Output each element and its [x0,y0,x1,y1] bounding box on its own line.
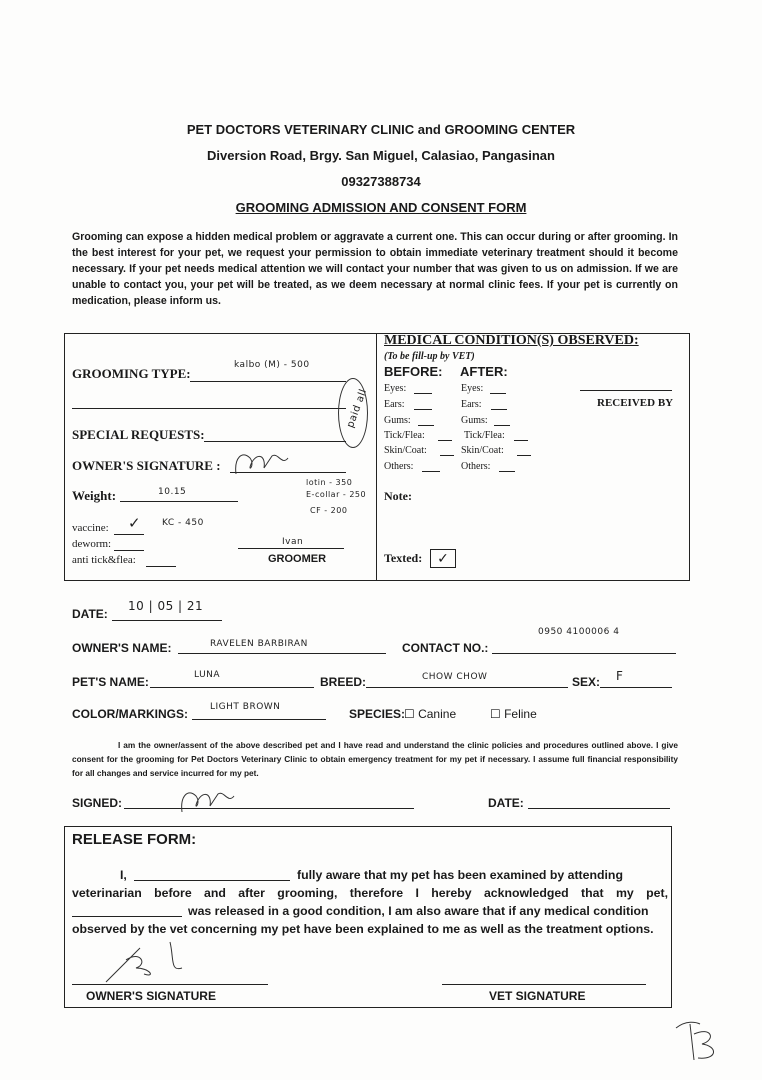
release-title: RELEASE FORM: [72,831,197,848]
signed-date-label: DATE: [488,796,524,810]
after-skin: Skin/Coat: [461,445,504,456]
release-pet-field[interactable] [72,916,182,917]
signed-label: SIGNED: [72,796,123,810]
after-eyes: Eyes: [461,383,484,394]
after-others-field[interactable] [499,471,515,472]
after-skin-field[interactable] [517,455,531,456]
release-line4: observed by the vet concerning my pet have been explained to me as well as the treatment options. [72,922,654,936]
release-vet-signature-label: VET SIGNATURE [489,989,586,1003]
texted-checkbox[interactable]: ✓ [430,549,456,568]
anti-tick-label: anti tick&flea: [72,554,136,566]
groomer-label: GROOMER [268,553,327,565]
after-ears: Ears: [461,399,482,410]
note-label: Note: [384,489,412,503]
owner-signature-label: OWNER'S SIGNATURE : [72,458,221,473]
vaccine-check[interactable]: ✓ [128,514,142,532]
clinic-phone: 09327388734 [341,174,421,189]
deworm-field[interactable] [114,550,144,551]
special-requests-label: SPECIAL REQUESTS: [72,427,205,442]
after-tick-field[interactable] [514,440,528,441]
paid-note: paid all [345,387,370,430]
contact-label: CONTACT NO.: [402,641,489,655]
after-gums-field[interactable] [494,425,510,426]
clinic-address: Diversion Road, Brgy. San Miguel, Calasiao, Pangasinan [207,148,555,163]
before-tick: Tick/Flea: [384,430,425,441]
after-eyes-field[interactable] [490,393,506,394]
release-vet-signature-field[interactable] [442,984,646,985]
species-canine-option[interactable]: ☐ Canine [404,707,457,721]
deworm-label: deworm: [72,538,112,550]
before-label: BEFORE: [384,364,443,379]
pet-name-label: PET'S NAME: [72,675,149,689]
species-label: SPECIES: [349,707,406,721]
received-by-field[interactable] [580,390,672,391]
received-by-label: RECEIVED BY [597,397,674,409]
charge-3: CF - 200 [310,506,348,515]
clinic-name: PET DOCTORS VETERINARY CLINIC and GROOMING CENTER [186,122,576,137]
color-value[interactable]: LIGHT BROWN [210,702,281,712]
corner-initials-mark [672,1014,722,1064]
form-title: GROOMING ADMISSION AND CONSENT FORM [235,200,527,215]
signed-field[interactable] [124,808,414,809]
pet-name-value[interactable]: LUNA [194,670,221,680]
breed-label: BREED: [320,675,367,689]
intro-paragraph: Grooming can expose a hidden medical problem or aggravate a current one. This can occur during or after grooming. In the best interest for your pet, we request your permission to obtain immediate veterinary treatment should it become necessary. If your pet needs medical attention we will contact your number that was given to us on admission. If we are unable to contact you, your pet will be treated, as we deem necessary at normal clinic fees. If your pet is currently on medication, please inform us. [72,231,678,307]
signed-scribble [178,786,238,816]
after-gums: Gums: [461,415,488,426]
special-requests-field[interactable] [204,441,346,442]
before-ears-field[interactable] [414,409,432,410]
owner-name-label: OWNER'S NAME: [72,641,172,655]
anti-tick-field[interactable] [146,566,176,567]
before-others-field[interactable] [422,471,440,472]
release-owner-signature-field[interactable] [72,984,268,985]
release-i: I, [120,868,127,882]
before-gums-field[interactable] [418,425,434,426]
signed-date-field[interactable] [528,808,670,809]
release-line2: veterinarian before and after grooming, therefore I hereby acknowledged that my pet, [72,886,668,900]
release-line3: was released in a good condition, I am also aware that if any medical condition [188,904,649,918]
release-line1: fully aware that my pet has been examined by attending [297,868,623,882]
weight-label: Weight: [72,488,117,503]
medical-title: MEDICAL CONDITION(S) OBSERVED: [384,333,639,348]
sex-value[interactable]: F [616,669,624,683]
grooming-type-value[interactable]: kalbo (M) - 500 [234,360,310,370]
sex-label: SEX: [572,675,601,689]
charge-2: E-collar - 250 [306,490,367,499]
before-tick-field[interactable] [438,440,452,441]
consent-paragraph: I am the owner/assent of the above described pet and I have read and understand the clinic policies and procedures outlined above. I give consent for the grooming for Pet Doctors Veterinary Clinic to obtain emergency treatment for my pet if necessary. I assume full financial responsibility for all changes and service incurred for my pet. [72,740,678,778]
owner-signature-scribble [232,448,292,478]
date-label: DATE: [72,607,108,621]
species-feline-option[interactable]: ☐ Feline [490,707,537,721]
breed-value[interactable]: CHOW CHOW [422,672,488,682]
vaccine-note: KC - 450 [162,518,204,528]
contact-value[interactable]: 0950 4100006 4 [538,627,620,637]
release-owner-signature-label: OWNER'S SIGNATURE [86,989,216,1003]
texted-label: Texted: [384,551,423,565]
medical-subtitle: (To be fill-up by VET) [384,351,475,362]
before-gums: Gums: [384,415,411,426]
after-label: AFTER: [460,364,508,379]
vaccine-label: vaccine: [72,522,109,534]
after-others: Others: [461,461,491,472]
weight-value[interactable]: 10.15 [158,487,187,497]
date-value[interactable]: 10 | 05 | 21 [128,599,204,613]
owner-name-value[interactable]: RAVELEN BARBIRAN [210,639,308,649]
color-label: COLOR/MARKINGS: [72,707,188,721]
groomer-value[interactable]: Ivan [282,537,304,547]
before-eyes: Eyes: [384,383,407,394]
release-owner-signature-scribble [100,938,190,986]
after-ears-field[interactable] [491,409,507,410]
release-name-field[interactable] [134,880,290,881]
before-ears: Ears: [384,399,405,410]
before-skin: Skin/Coat: [384,445,427,456]
before-eyes-field[interactable] [414,393,432,394]
charge-1: lotin - 350 [306,478,353,487]
after-tick: Tick/Flea: [464,430,505,441]
before-skin-field[interactable] [440,455,454,456]
before-others: Others: [384,461,414,472]
grooming-type-label: GROOMING TYPE: [72,366,191,381]
